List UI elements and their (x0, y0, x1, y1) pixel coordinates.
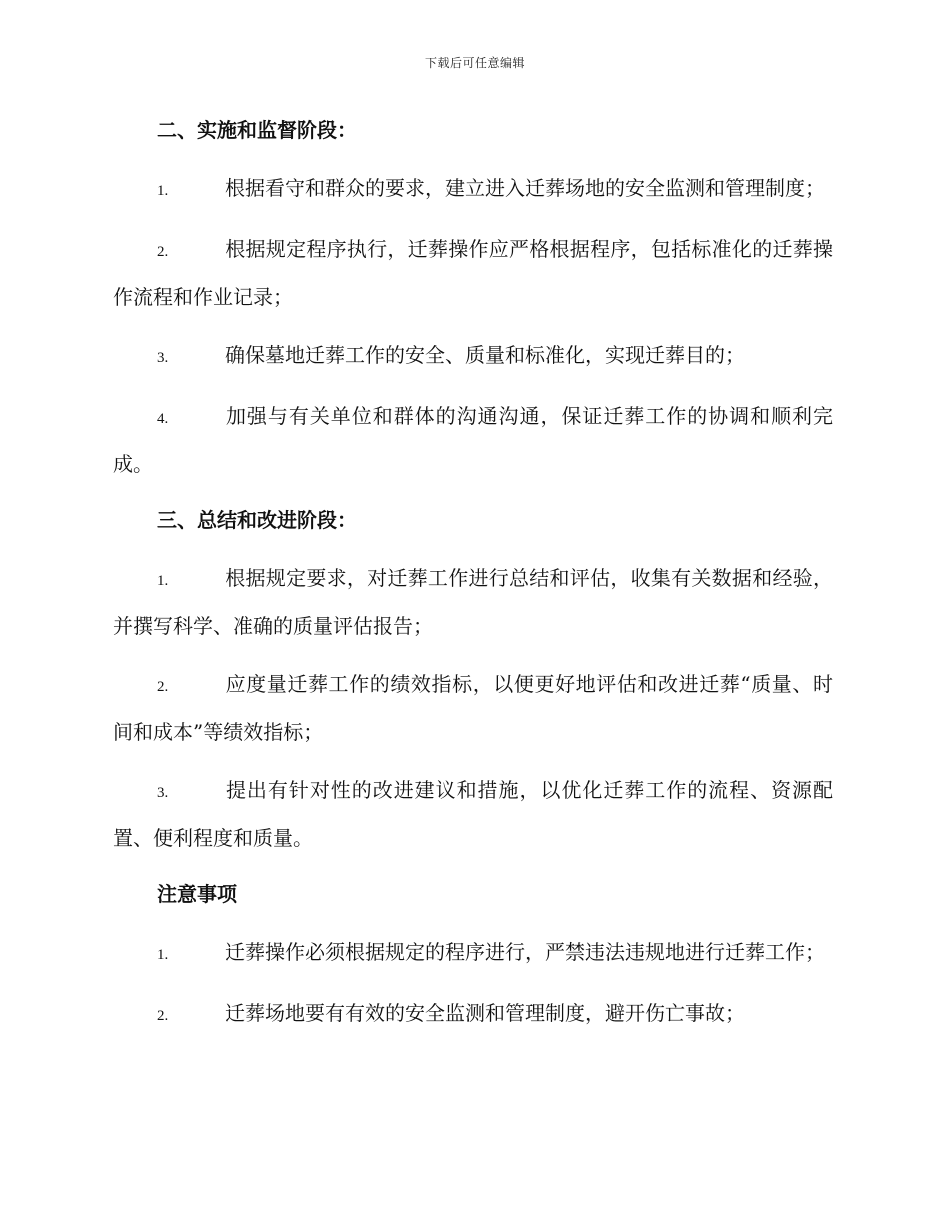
section-heading-summary: 三、总结和改进阶段： (157, 508, 357, 532)
document-body (113, 110, 833, 1052)
list-text: 迁葬场地要有有效的安全监测和管理制度，避开伤亡事故； (225, 1001, 745, 1025)
list-item (113, 394, 833, 487)
list-number: 2. (157, 679, 169, 695)
page-header: 下载后可任意编辑 (424, 56, 525, 70)
list-number: 3. (157, 350, 169, 366)
list-number: 3. (157, 785, 169, 801)
list-item (113, 166, 833, 214)
list-text: 加强与有关单位和群体的沟通沟通，保证迁葬工作的协调和顺利完成。 (113, 404, 833, 476)
list-text: 确保墓地迁葬工作的安全、质量和标准化，实现迁葬目的； (225, 343, 745, 367)
list-item (113, 991, 833, 1039)
list-item (113, 556, 833, 649)
list-number: 2. (157, 1008, 169, 1024)
list-item (113, 662, 833, 755)
list-item (113, 333, 833, 381)
list-text: 根据规定程序执行，迁葬操作应严格根据程序，包括标准化的迁葬操作流程和作业记录； (113, 237, 833, 309)
list-number: 1. (157, 573, 169, 589)
list-text: 根据看守和群众的要求，建立进入迁葬场地的安全监测和管理制度； (225, 176, 825, 200)
list-number: 2. (157, 244, 169, 260)
list-item (113, 768, 833, 861)
section-heading-notes: 注意事项 (157, 882, 237, 906)
section-heading-implementation: 二、实施和监督阶段： (157, 118, 357, 142)
list-number: 1. (157, 183, 169, 199)
list-text: 应度量迁葬工作的绩效指标，以便更好地评估和改进迁葬“质量、时间和成本”等绩效指标； (113, 672, 833, 744)
list-number: 4. (157, 411, 169, 427)
list-number: 1. (157, 947, 169, 963)
list-text: 根据规定要求，对迁葬工作进行总结和评估，收集有关数据和经验，并撰写科学、准确的质量评估报告； (113, 566, 833, 638)
list-text: 提出有针对性的改进建议和措施，以优化迁葬工作的流程、资源配置、便利程度和质量。 (113, 778, 833, 850)
list-item (113, 227, 833, 320)
list-text: 迁葬操作必须根据规定的程序进行，严禁违法违规地进行迁葬工作； (225, 940, 825, 964)
list-item (113, 930, 833, 978)
